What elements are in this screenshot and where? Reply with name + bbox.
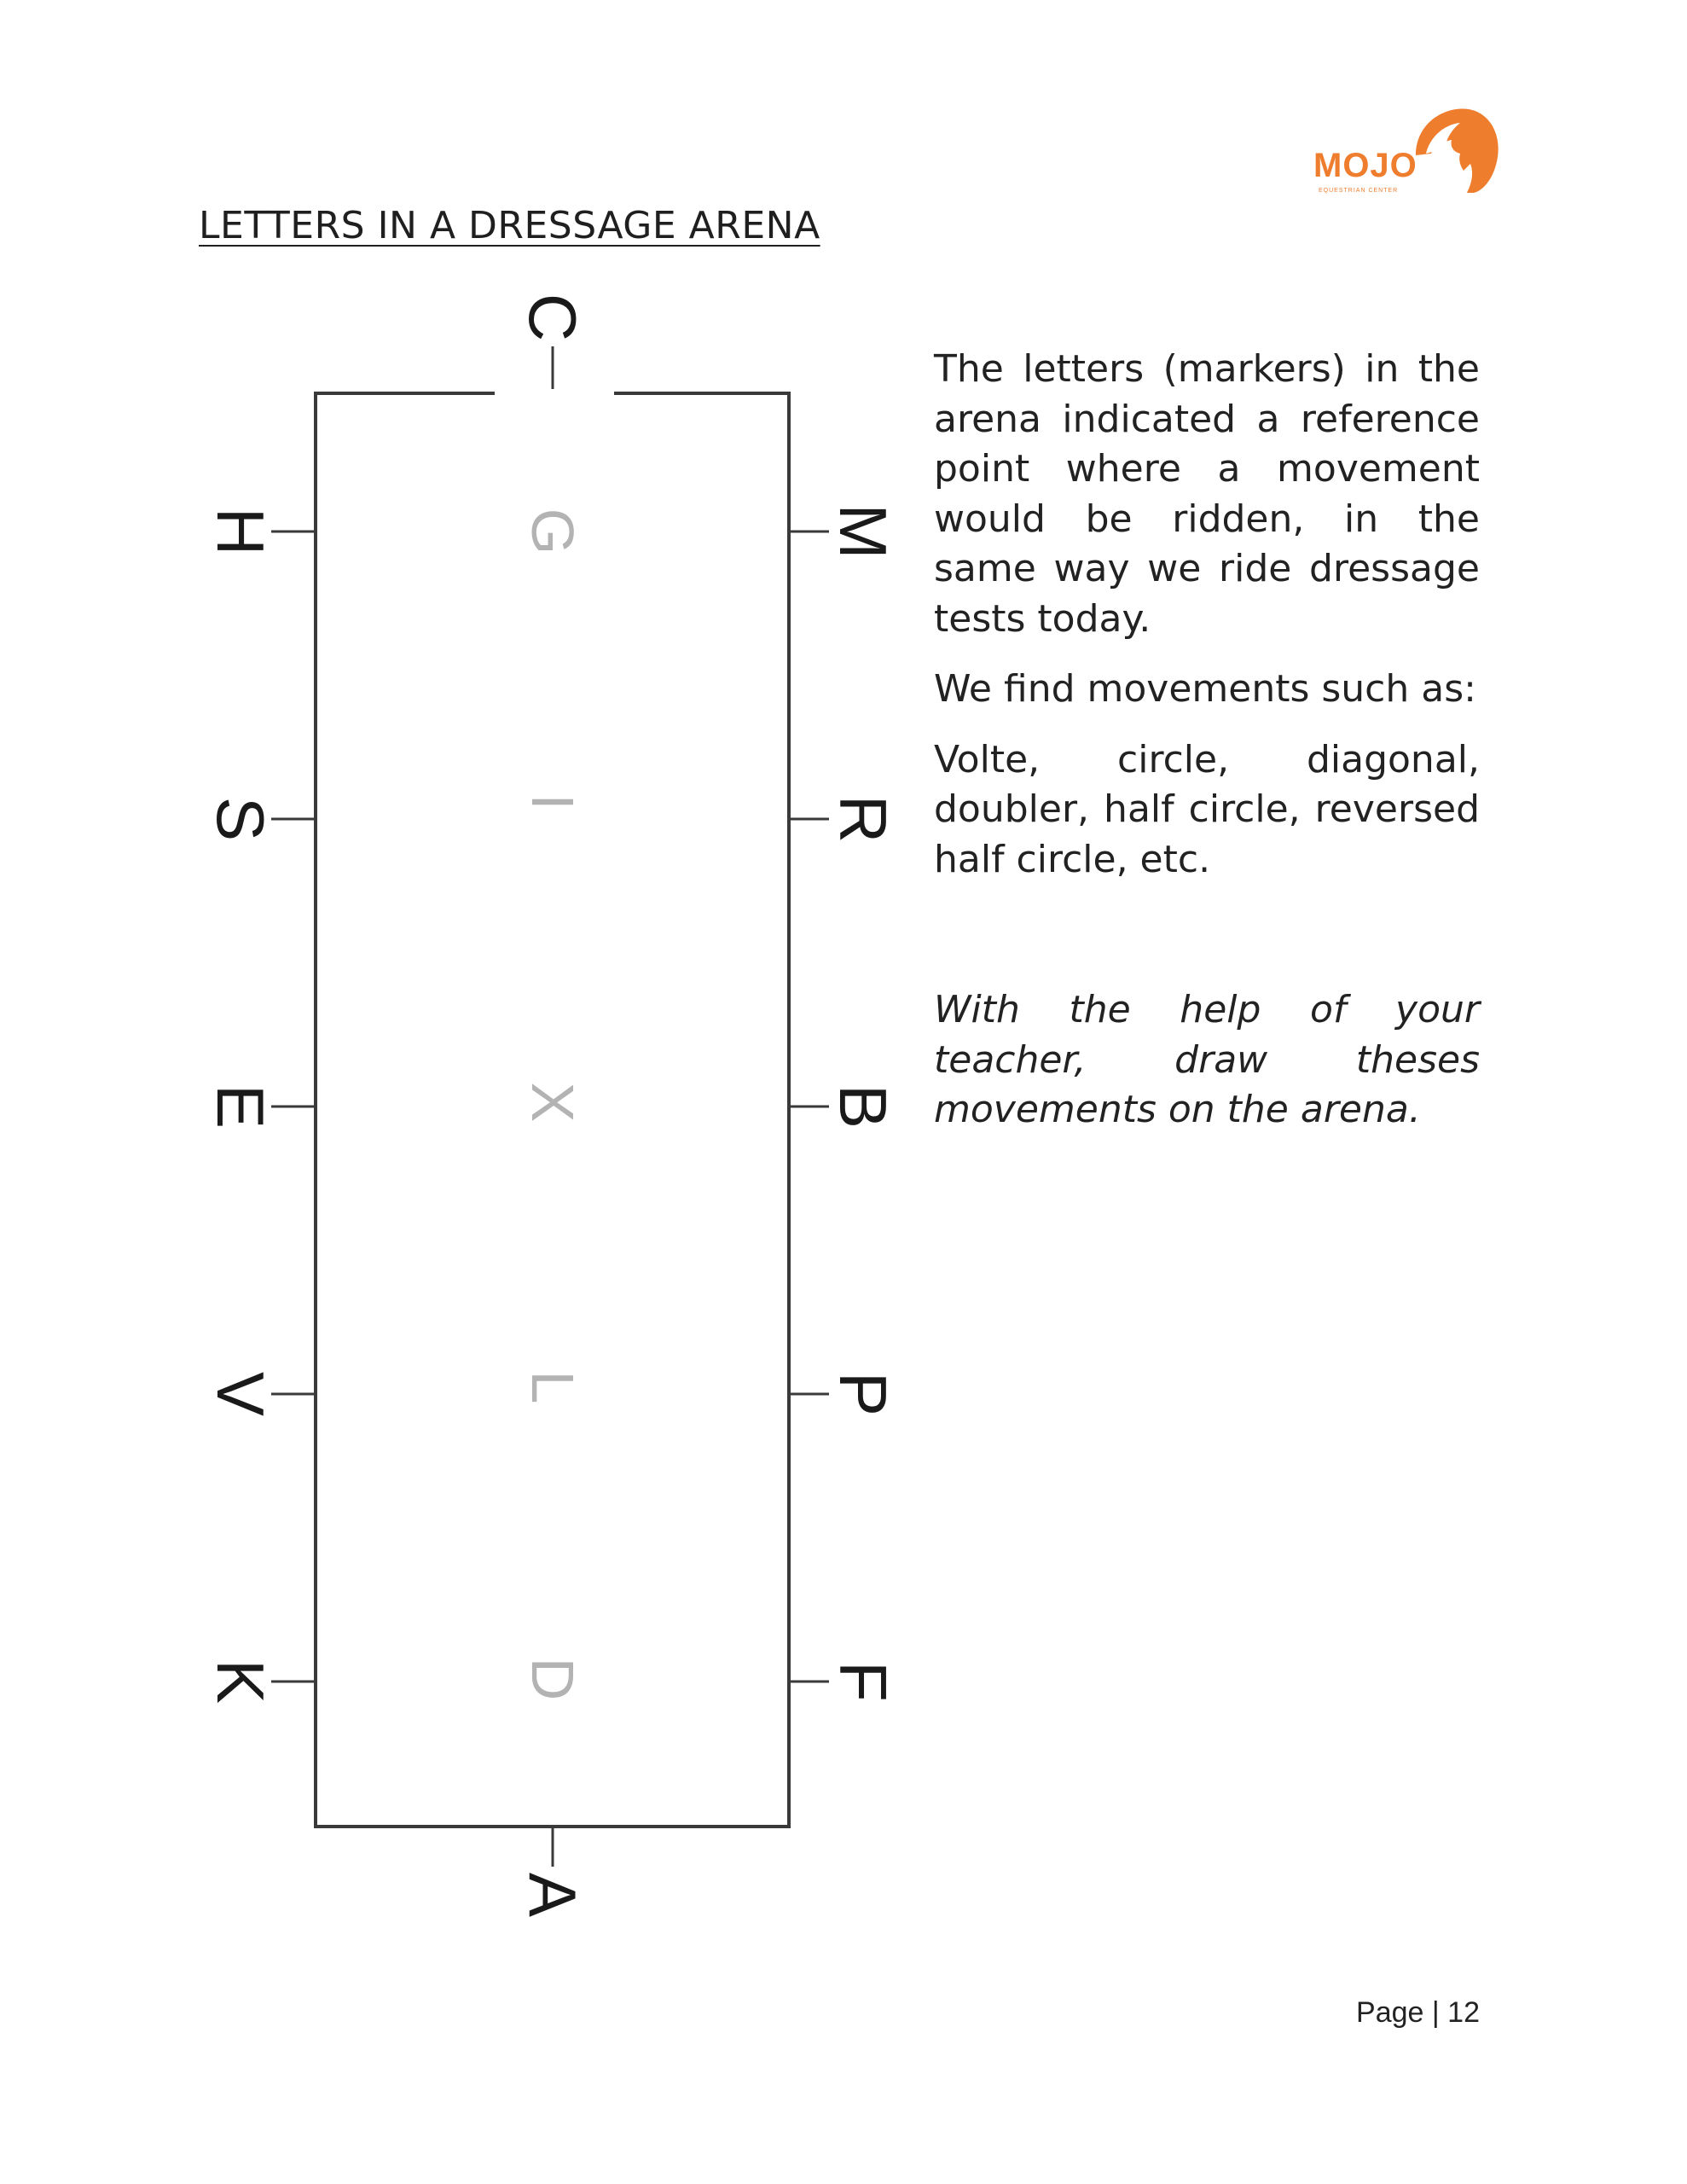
marker-l: L	[519, 1370, 586, 1404]
marker-g: G	[519, 508, 586, 555]
marker-m: M	[826, 503, 901, 560]
horse-head-icon	[1400, 104, 1501, 198]
marker-d: D	[519, 1657, 586, 1701]
logo-subtitle: EQUESTRIAN CENTER	[1319, 188, 1399, 194]
marker-c: C	[515, 293, 590, 342]
paragraph-instruction: With the help of your teacher, draw theses movements on the arena.	[934, 988, 1480, 1131]
marker-f: F	[826, 1661, 901, 1702]
marker-s: S	[203, 796, 278, 842]
explanation-text	[934, 345, 1480, 1136]
marker-e: E	[203, 1083, 278, 1130]
dressage-arena-diagram	[196, 282, 930, 1937]
paragraph-markers-intro: The letters (markers) in the arena indicated a reference point where a movement would be ridden, in the same way we ride dressage tests today.	[934, 347, 1480, 641]
mojo-logo	[1305, 104, 1475, 198]
logo-word: MOJO	[1313, 147, 1417, 184]
marker-i: I	[519, 793, 586, 810]
paragraph-movements-lead: We find movements such as:	[934, 667, 1476, 711]
marker-h: H	[203, 507, 278, 556]
marker-p: P	[826, 1371, 901, 1417]
page-number: Page | 12	[1356, 1996, 1480, 2029]
paragraph-movements-list: Volte, circle, diagonal, doubler, half circle, reversed half circle, etc.	[934, 737, 1480, 881]
marker-v: V	[203, 1371, 278, 1417]
marker-a: A	[515, 1872, 590, 1918]
marker-k: K	[203, 1658, 278, 1705]
marker-x: X	[519, 1082, 586, 1123]
marker-r: R	[826, 794, 901, 844]
marker-b: B	[826, 1083, 901, 1130]
page-title: LETTERS IN A DRESSAGE ARENA	[199, 204, 820, 247]
